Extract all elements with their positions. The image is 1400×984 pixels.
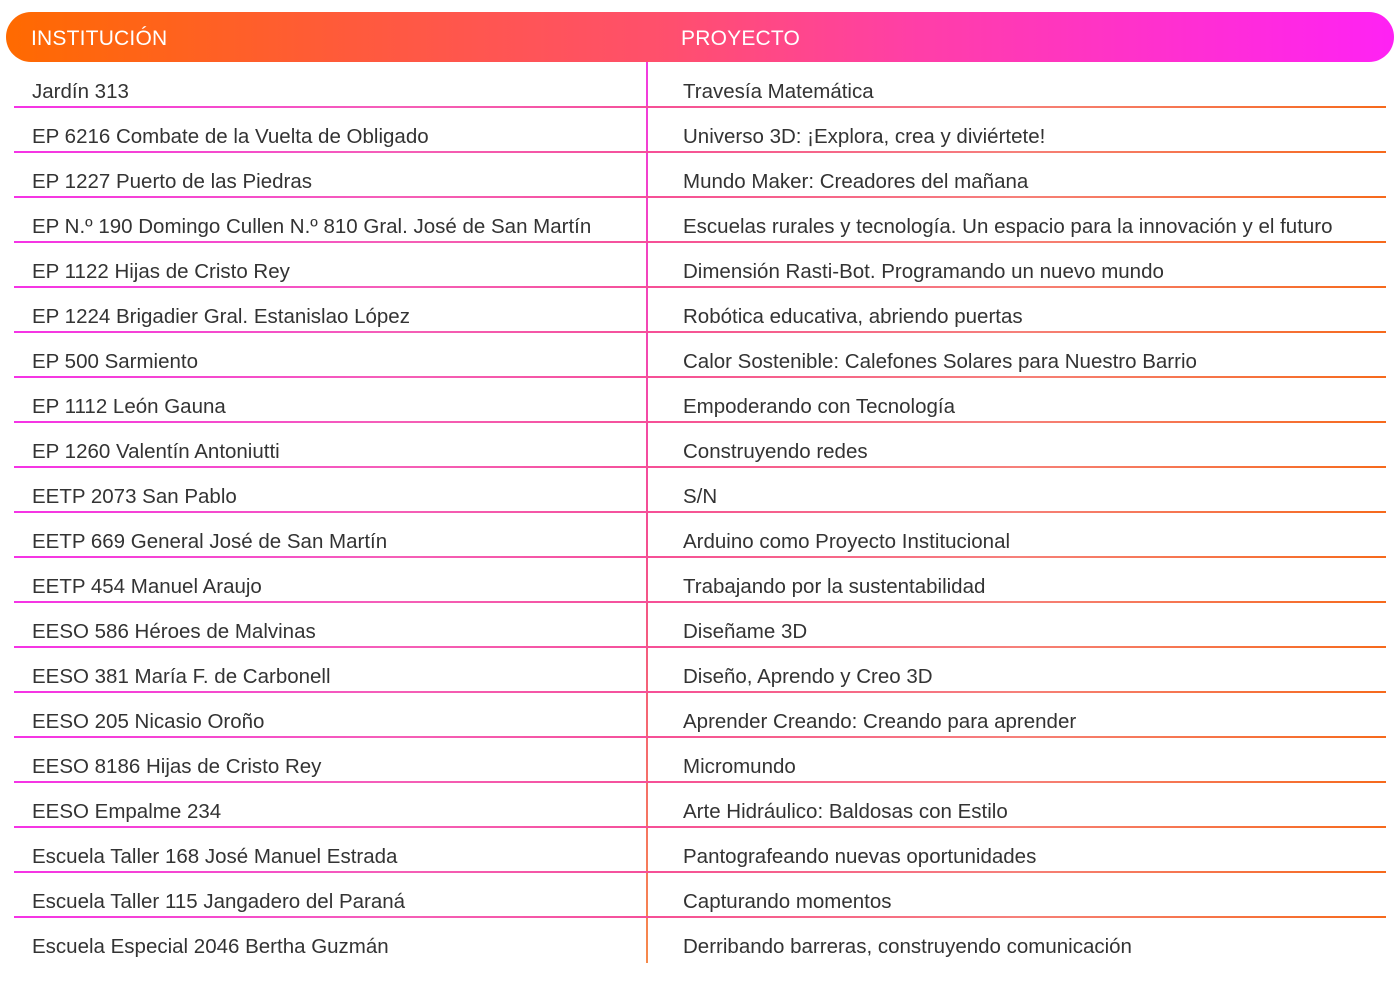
institution-cell: Escuela Especial 2046 Bertha Guzmán: [32, 935, 389, 958]
project-cell: Travesía Matemática: [683, 80, 874, 103]
project-cell: Arte Hidráulico: Baldosas con Estilo: [683, 800, 1008, 823]
institution-cell: EP 6216 Combate de la Vuelta de Obligado: [32, 125, 429, 148]
project-cell: Derribando barreras, construyendo comunicación: [683, 935, 1132, 958]
institution-cell: EESO 205 Nicasio Oroño: [32, 710, 265, 733]
institution-cell: Jardín 313: [32, 80, 129, 103]
project-cell: Dimensión Rasti-Bot. Programando un nuevo mundo: [683, 260, 1164, 283]
project-cell: Trabajando por la sustentabilidad: [683, 575, 986, 598]
project-cell: S/N: [683, 485, 718, 508]
institution-cell: EESO 8186 Hijas de Cristo Rey: [32, 755, 322, 778]
table-row: [0, 242, 1400, 287]
table-row: [0, 62, 1400, 107]
table-row: [0, 152, 1400, 197]
institution-cell: EETP 669 General José de San Martín: [32, 530, 388, 553]
project-cell: Aprender Creando: Creando para aprender: [683, 710, 1077, 733]
institution-cell: EP 500 Sarmiento: [32, 350, 199, 373]
table-row: [0, 827, 1400, 872]
table-row: [0, 602, 1400, 647]
project-cell: Capturando momentos: [683, 890, 892, 913]
project-cell: Calor Sostenible: Calefones Solares para Nuestro Barrio: [683, 350, 1197, 373]
table-row: [0, 422, 1400, 467]
institution-cell: EESO Empalme 234: [32, 800, 222, 823]
table-header: [6, 12, 1394, 62]
table-row: [0, 647, 1400, 692]
table-row: [0, 872, 1400, 917]
table-row: [0, 377, 1400, 422]
table-row: [0, 332, 1400, 377]
table-row: [0, 107, 1400, 152]
table-row: [0, 917, 1400, 962]
table-row: [0, 287, 1400, 332]
project-cell: Robótica educativa, abriendo puertas: [683, 305, 1023, 328]
project-cell: Micromundo: [683, 755, 796, 778]
project-cell: Arduino como Proyecto Institucional: [683, 530, 1011, 553]
institution-cell: EP 1122 Hijas de Cristo Rey: [32, 260, 290, 283]
table-row: [0, 782, 1400, 827]
institutions-table: [0, 62, 1400, 962]
institution-cell: EESO 586 Héroes de Malvinas: [32, 620, 316, 643]
table-row: [0, 197, 1400, 242]
project-cell: Mundo Maker: Creadores del mañana: [683, 170, 1029, 193]
project-cell: Empoderando con Tecnología: [683, 395, 956, 418]
institution-cell: EP N.º 190 Domingo Cullen N.º 810 Gral. José de San Martín: [32, 215, 592, 238]
institution-cell: Escuela Taller 115 Jangadero del Paraná: [32, 890, 406, 913]
table-row: [0, 467, 1400, 512]
project-cell: Diseñame 3D: [683, 620, 808, 643]
project-cell: Universo 3D: ¡Explora, crea y diviértete!: [683, 125, 1046, 148]
institution-cell: EETP 2073 San Pablo: [32, 485, 237, 508]
institution-cell: Escuela Taller 168 José Manuel Estrada: [32, 845, 398, 868]
table-row: [0, 737, 1400, 782]
project-cell: Diseño, Aprendo y Creo 3D: [683, 665, 933, 688]
table-row: [0, 557, 1400, 602]
institution-cell: EESO 381 María F. de Carbonell: [32, 665, 331, 688]
project-cell: Construyendo redes: [683, 440, 868, 463]
project-cell: Escuelas rurales y tecnología. Un espacio para la innovación y el futuro: [683, 215, 1333, 238]
table-row: [0, 512, 1400, 557]
project-cell: Pantografeando nuevas oportunidades: [683, 845, 1037, 868]
institution-cell: EP 1112 León Gauna: [32, 395, 226, 418]
column-header-institution: INSTITUCIÓN: [31, 27, 168, 50]
institution-cell: EP 1227 Puerto de las Piedras: [32, 170, 312, 193]
institution-cell: EP 1224 Brigadier Gral. Estanislao López: [32, 305, 410, 328]
table-row: [0, 692, 1400, 737]
column-header-project: PROYECTO: [681, 27, 801, 50]
institution-cell: EETP 454 Manuel Araujo: [32, 575, 262, 598]
institution-cell: EP 1260 Valentín Antoniutti: [32, 440, 280, 463]
